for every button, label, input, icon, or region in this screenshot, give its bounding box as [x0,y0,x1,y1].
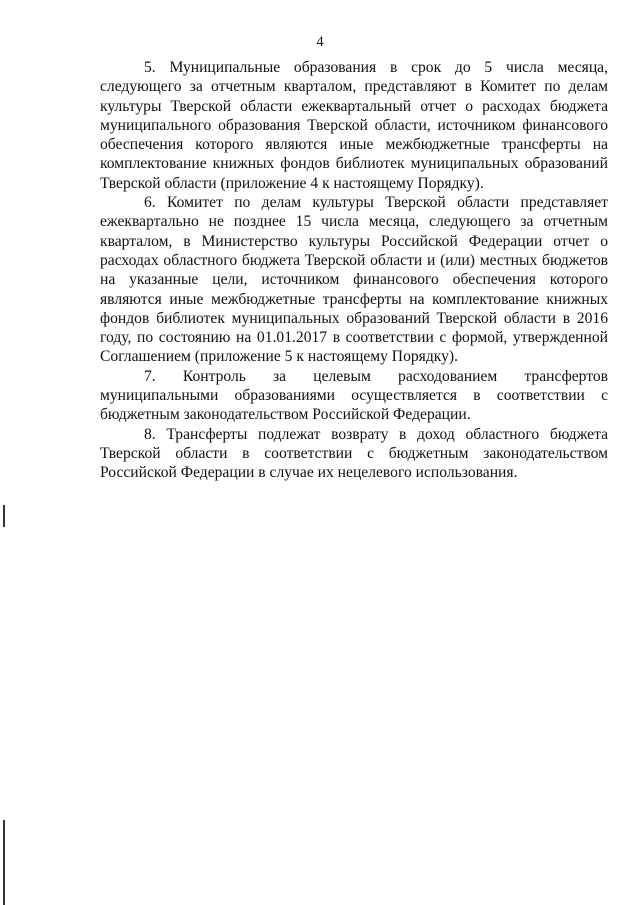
scan-edge-mark [3,820,5,905]
paragraph-5: 5. Муниципальные образования в срок до 5 числа месяца, следующего за отчетным кварталом, представляют в Комитет по делам культуры Тверской области ежеквартальный отчет о расходах бюджета муниципального образования Тверской области, источником финансового обеспечения которого являются иные межбюджетные трансферты на комплектование книжных фондов библиотек муниципальных образований Тверской области (приложение 4 к настоящему Порядку). [100,59,608,192]
paragraph-8: 8. Трансферты подлежат возврату в доход областного бюджета Тверской области в соответствии с бюджетным законодательством Российской Федерации в случае их нецелевого использования. [100,425,608,482]
document-body [100,58,608,483]
paragraph-6: 6. Комитет по делам культуры Тверской области представляет ежеквартально не позднее 15 числа месяца, следующего за отчетным кварталом, в Министерство культуры Российской Федерации отчет о расходах областного бюджета Тверской области и (или) местных бюджетов на указанные цели, источником финансового обеспечения которого являются иные межбюджетные трансферты на комплектование книжных фондов библиотек муниципальных образований Тверской области в 2016 году, по состоянию на 01.01.2017 в соответствии с формой, утвержденной Соглашением (приложение 5 к настоящему Порядку). [100,194,608,366]
paragraph-7: 7. Контроль за целевым расходованием трансфертов муниципальными образованиями осуществляется в соответствии с бюджетным законодательством Российской Федерации. [100,367,608,424]
scan-edge-mark [3,505,5,527]
page-number: 4 [316,34,324,50]
